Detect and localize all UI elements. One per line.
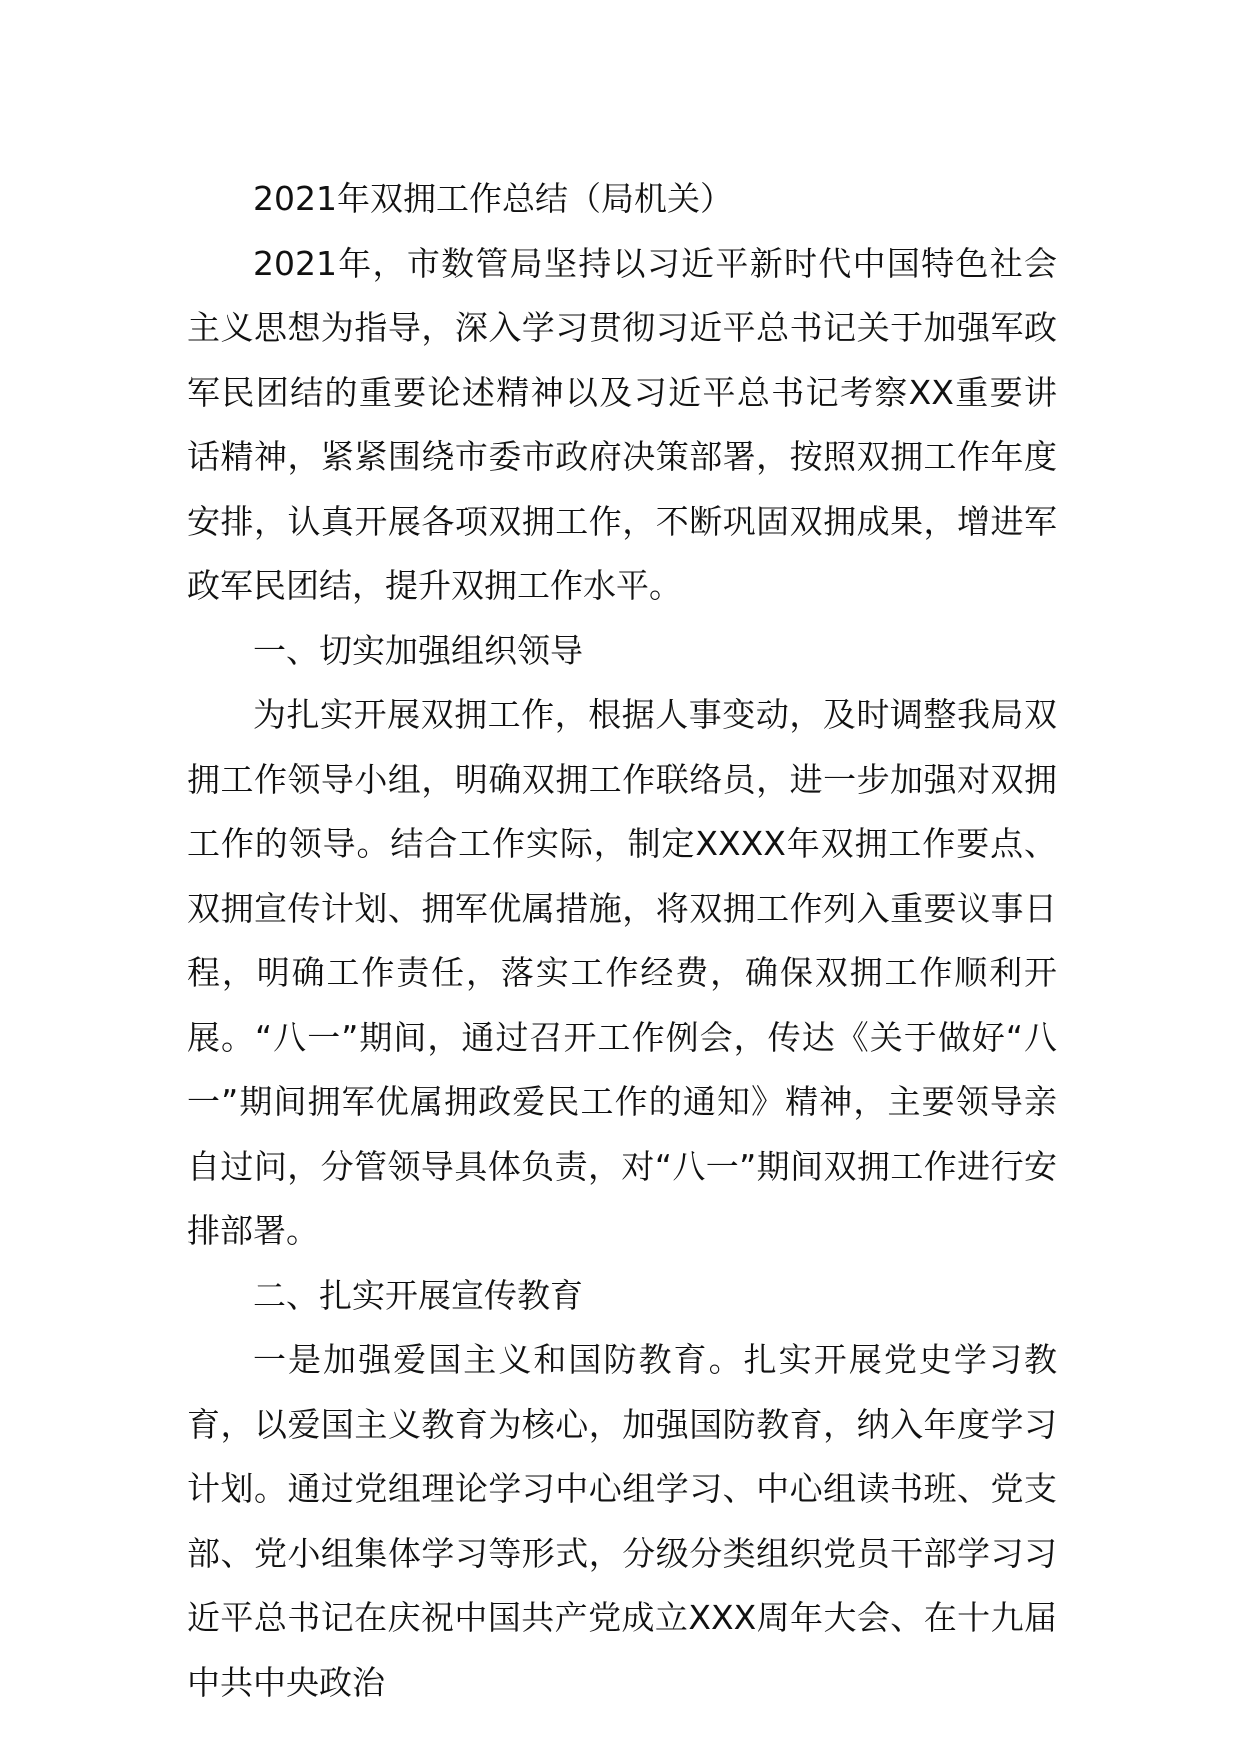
section-1-paragraph: 为扎实开展双拥工作，根据人事变动，及时调整我局双拥工作领导小组，明确双拥工作联络员，进一步加强对双拥工作的领导。结合工作实际，制定XXXX年双拥工作要点、双拥宣传计划、拥军优属措施，将双拥工作列入重要议事日程，明确工作责任，落实工作经费，确保双拥工作顺利开展。“八一”期间，通过召开工作例会，传达《关于做好“八一”期间拥军优属拥政爱民工作的通知》精神，主要领导亲自过问，分管领导具体负责，对“八一”期间双拥工作进行安排部署。 — [187, 695, 1057, 1250]
section-heading-1: 一、切实加强组织领导 — [253, 630, 583, 670]
section-2-paragraph: 一是加强爱国主义和国防教育。扎实开展党史学习教育，以爱国主义教育为核心，加强国防教育，纳入年度学习计划。通过党组理论学习中心组学习、中心组读书班、党支部、党小组集体学习等形式，分级分类组织党员干部学习习近平总书记在庆祝中国共产党成立XXX周年大会、在十九届中共中央政治 — [187, 1340, 1057, 1702]
document-body — [187, 167, 1057, 1715]
document-title: 2021年双拥工作总结（局机关） — [253, 179, 733, 218]
section-heading-2: 二、扎实开展宣传教育 — [253, 1275, 583, 1315]
intro-paragraph: 2021年，市数管局坚持以习近平新时代中国特色社会主义思想为指导，深入学习贯彻习近平总书记关于加强军政军民团结的重要论述精神以及习近平总书记考察XX重要讲话精神，紧紧围绕市委市政府决策部署，按照双拥工作年度安排，认真开展各项双拥工作，不断巩固双拥成果，增进军政军民团结，提升双拥工作水平。 — [187, 243, 1057, 605]
